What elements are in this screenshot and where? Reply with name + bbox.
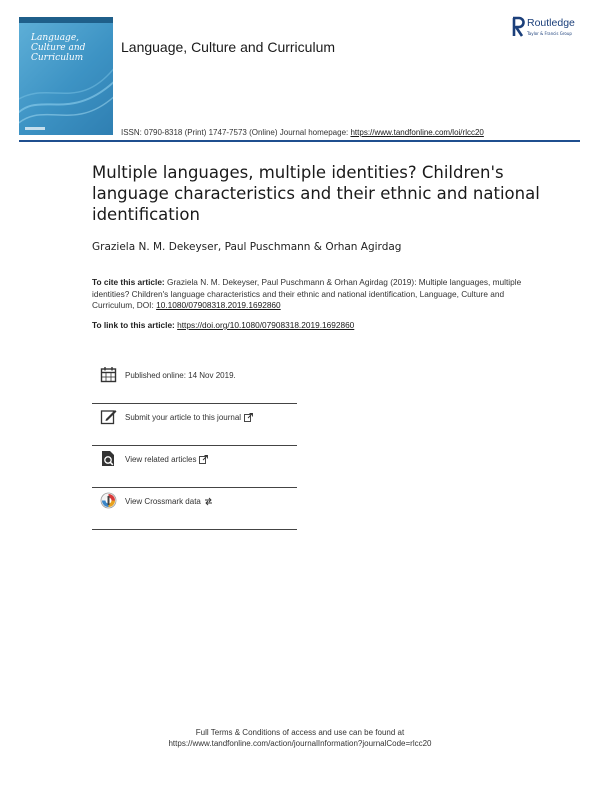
crossmark-icon: [100, 492, 117, 509]
publisher-name: Routledge: [527, 17, 575, 29]
related-articles-link[interactable]: [92, 446, 297, 488]
submit-article-link[interactable]: [92, 404, 297, 446]
submit-article-text: [125, 413, 253, 422]
crossmark-text: [125, 497, 213, 506]
cover-publisher-mark: [25, 127, 45, 130]
footer-terms-url[interactable]: https://www.tandfonline.com/action/journalInformation?journalCode=rlcc20: [168, 739, 432, 748]
citation-doi-link[interactable]: 10.1080/07908318.2019.1692860: [156, 300, 281, 310]
article-title: Multiple languages, multiple identities? Children's language characteristics and their ethnic and national identification: [92, 163, 540, 224]
cover-band: [19, 17, 113, 23]
publisher-logo: [511, 16, 591, 40]
cover-swirl-graphic: [19, 57, 113, 135]
citation-text: Graziela N. M. Dekeyser, Paul Puschmann & Orhan Agirdag (2019): Multiple languages, multiple identities? Children's language characteristics and their ethnic and national identification, Language, Culture and Curriculum, DOI:: [92, 277, 522, 310]
header-divider: [19, 140, 580, 142]
crossmark-label: View Crossmark data: [125, 497, 201, 506]
submit-article-label: Submit your article to this journal: [125, 413, 242, 422]
routledge-r-icon: [511, 16, 525, 38]
edit-icon: [100, 408, 117, 425]
crossmark-ext-icon: [204, 497, 213, 506]
external-link-icon: [199, 455, 208, 464]
journal-homepage-link[interactable]: https://www.tandfonline.com/loi/rlcc20: [350, 128, 484, 137]
article-doi-url[interactable]: https://doi.org/10.1080/07908318.2019.1692860: [177, 320, 355, 330]
search-document-icon: [100, 450, 117, 467]
article-link-line: [92, 320, 354, 330]
article-authors: Graziela N. M. Dekeyser, Paul Puschmann & Orhan Agirdag: [92, 241, 402, 253]
published-online-label: Published online: 14 Nov 2019.: [125, 371, 236, 380]
article-links-list: [92, 362, 297, 530]
article-link-label: To link to this article:: [92, 320, 178, 330]
calendar-icon: [100, 366, 117, 383]
related-articles-text: [125, 455, 208, 464]
footer: [0, 727, 600, 749]
related-articles-label: View related articles: [125, 455, 197, 464]
issn-line: [121, 128, 484, 137]
issn-text: ISSN: 0790-8318 (Print) 1747-7573 (Online) Journal homepage:: [121, 128, 351, 137]
citation-label: To cite this article:: [92, 277, 165, 287]
journal-cover-image: [19, 17, 113, 135]
cover-title: Language, Culture and Curriculum: [31, 33, 86, 63]
citation-block: [92, 277, 522, 312]
published-online-row: [92, 362, 297, 404]
footer-terms-text: Full Terms & Conditions of access and use can be found at: [195, 728, 405, 737]
journal-title: Language, Culture and Curriculum: [121, 39, 336, 55]
publisher-subtitle: Taylor & Francis Group: [527, 31, 572, 36]
crossmark-link[interactable]: [92, 488, 297, 530]
external-link-icon: [244, 413, 253, 422]
